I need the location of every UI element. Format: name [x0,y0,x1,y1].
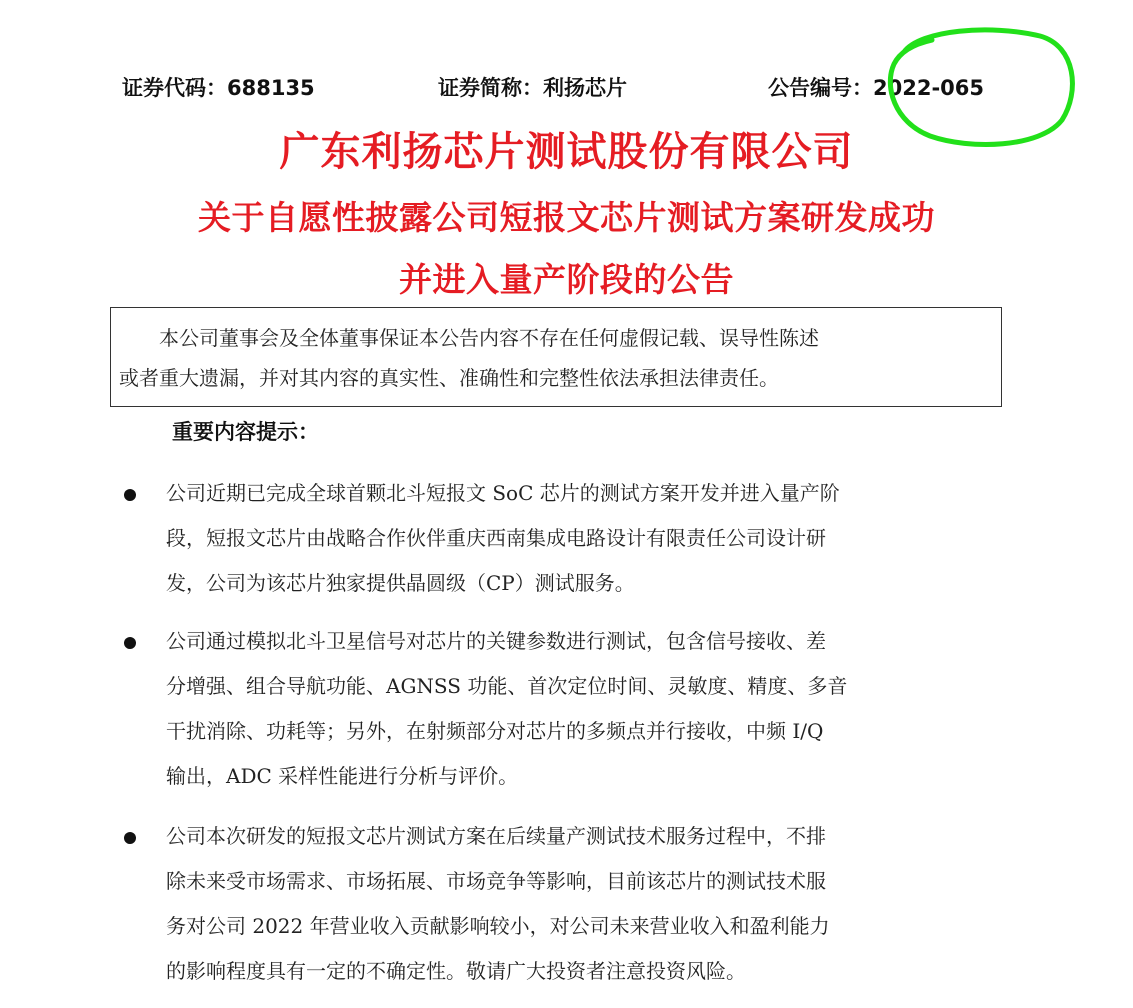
announcement-number: 公告编号：2022-065 [768,76,984,100]
bullet-line: 务对公司 2022 年营业收入贡献影响较小，对公司未来营业收入和盈利能力 [166,914,830,938]
header-row [0,72,1133,106]
disclaimer-box [110,307,1002,407]
bullet-line: 的影响程度具有一定的不确定性。敬请广大投资者注意投资风险。 [166,959,746,983]
bullet-line: 输出，ADC 采样性能进行分析与评价。 [166,764,519,788]
security-short-name: 证券简称：利扬芯片 [438,76,627,100]
bullet-line: 干扰消除、功耗等；另外，在射频部分对芯片的多频点并行接收，中频 I/Q [166,719,824,743]
bullet-line: 段，短报文芯片由战略合作伙伴重庆西南集成电路设计有限责任公司设计研 [166,526,826,550]
bullet-dot [124,832,136,844]
security-code: 证券代码：688135 [122,76,315,100]
bullet-dot [124,637,136,649]
bullet-line: 发，公司为该芯片独家提供晶圆级（CP）测试服务。 [166,571,635,595]
company-title: 广东利扬芯片测试股份有限公司 [279,129,854,175]
bullet-line: 公司本次研发的短报文芯片测试方案在后续量产测试技术服务过程中，不排 [166,824,826,848]
announcement-title-line-2: 并进入量产阶段的公告 [399,260,734,299]
bullet-line: 除未来受市场需求、市场拓展、市场竞争等影响，目前该芯片的测试技术服 [166,869,826,893]
bullet-line: 分增强、组合导航功能、AGNSS 功能、首次定位时间、灵敏度、精度、多音 [166,674,848,698]
bullet-line: 公司通过模拟北斗卫星信号对芯片的关键参数进行测试，包含信号接收、差 [166,629,826,653]
announcement-title-line-1: 关于自愿性披露公司短报文芯片测试方案研发成功 [198,198,935,237]
section-heading: 重要内容提示： [172,420,319,444]
bullet-dot [124,489,136,501]
bullet-line: 公司近期已完成全球首颗北斗短报文 SoC 芯片的测试方案开发并进入量产阶 [166,481,840,505]
disclaimer-line-2: 或者重大遗漏，并对其内容的真实性、准确性和完整性依法承担法律责任。 [119,366,779,390]
disclaimer-line-1: 本公司董事会及全体董事保证本公告内容不存在任何虚假记载、误导性陈述 [159,326,819,350]
